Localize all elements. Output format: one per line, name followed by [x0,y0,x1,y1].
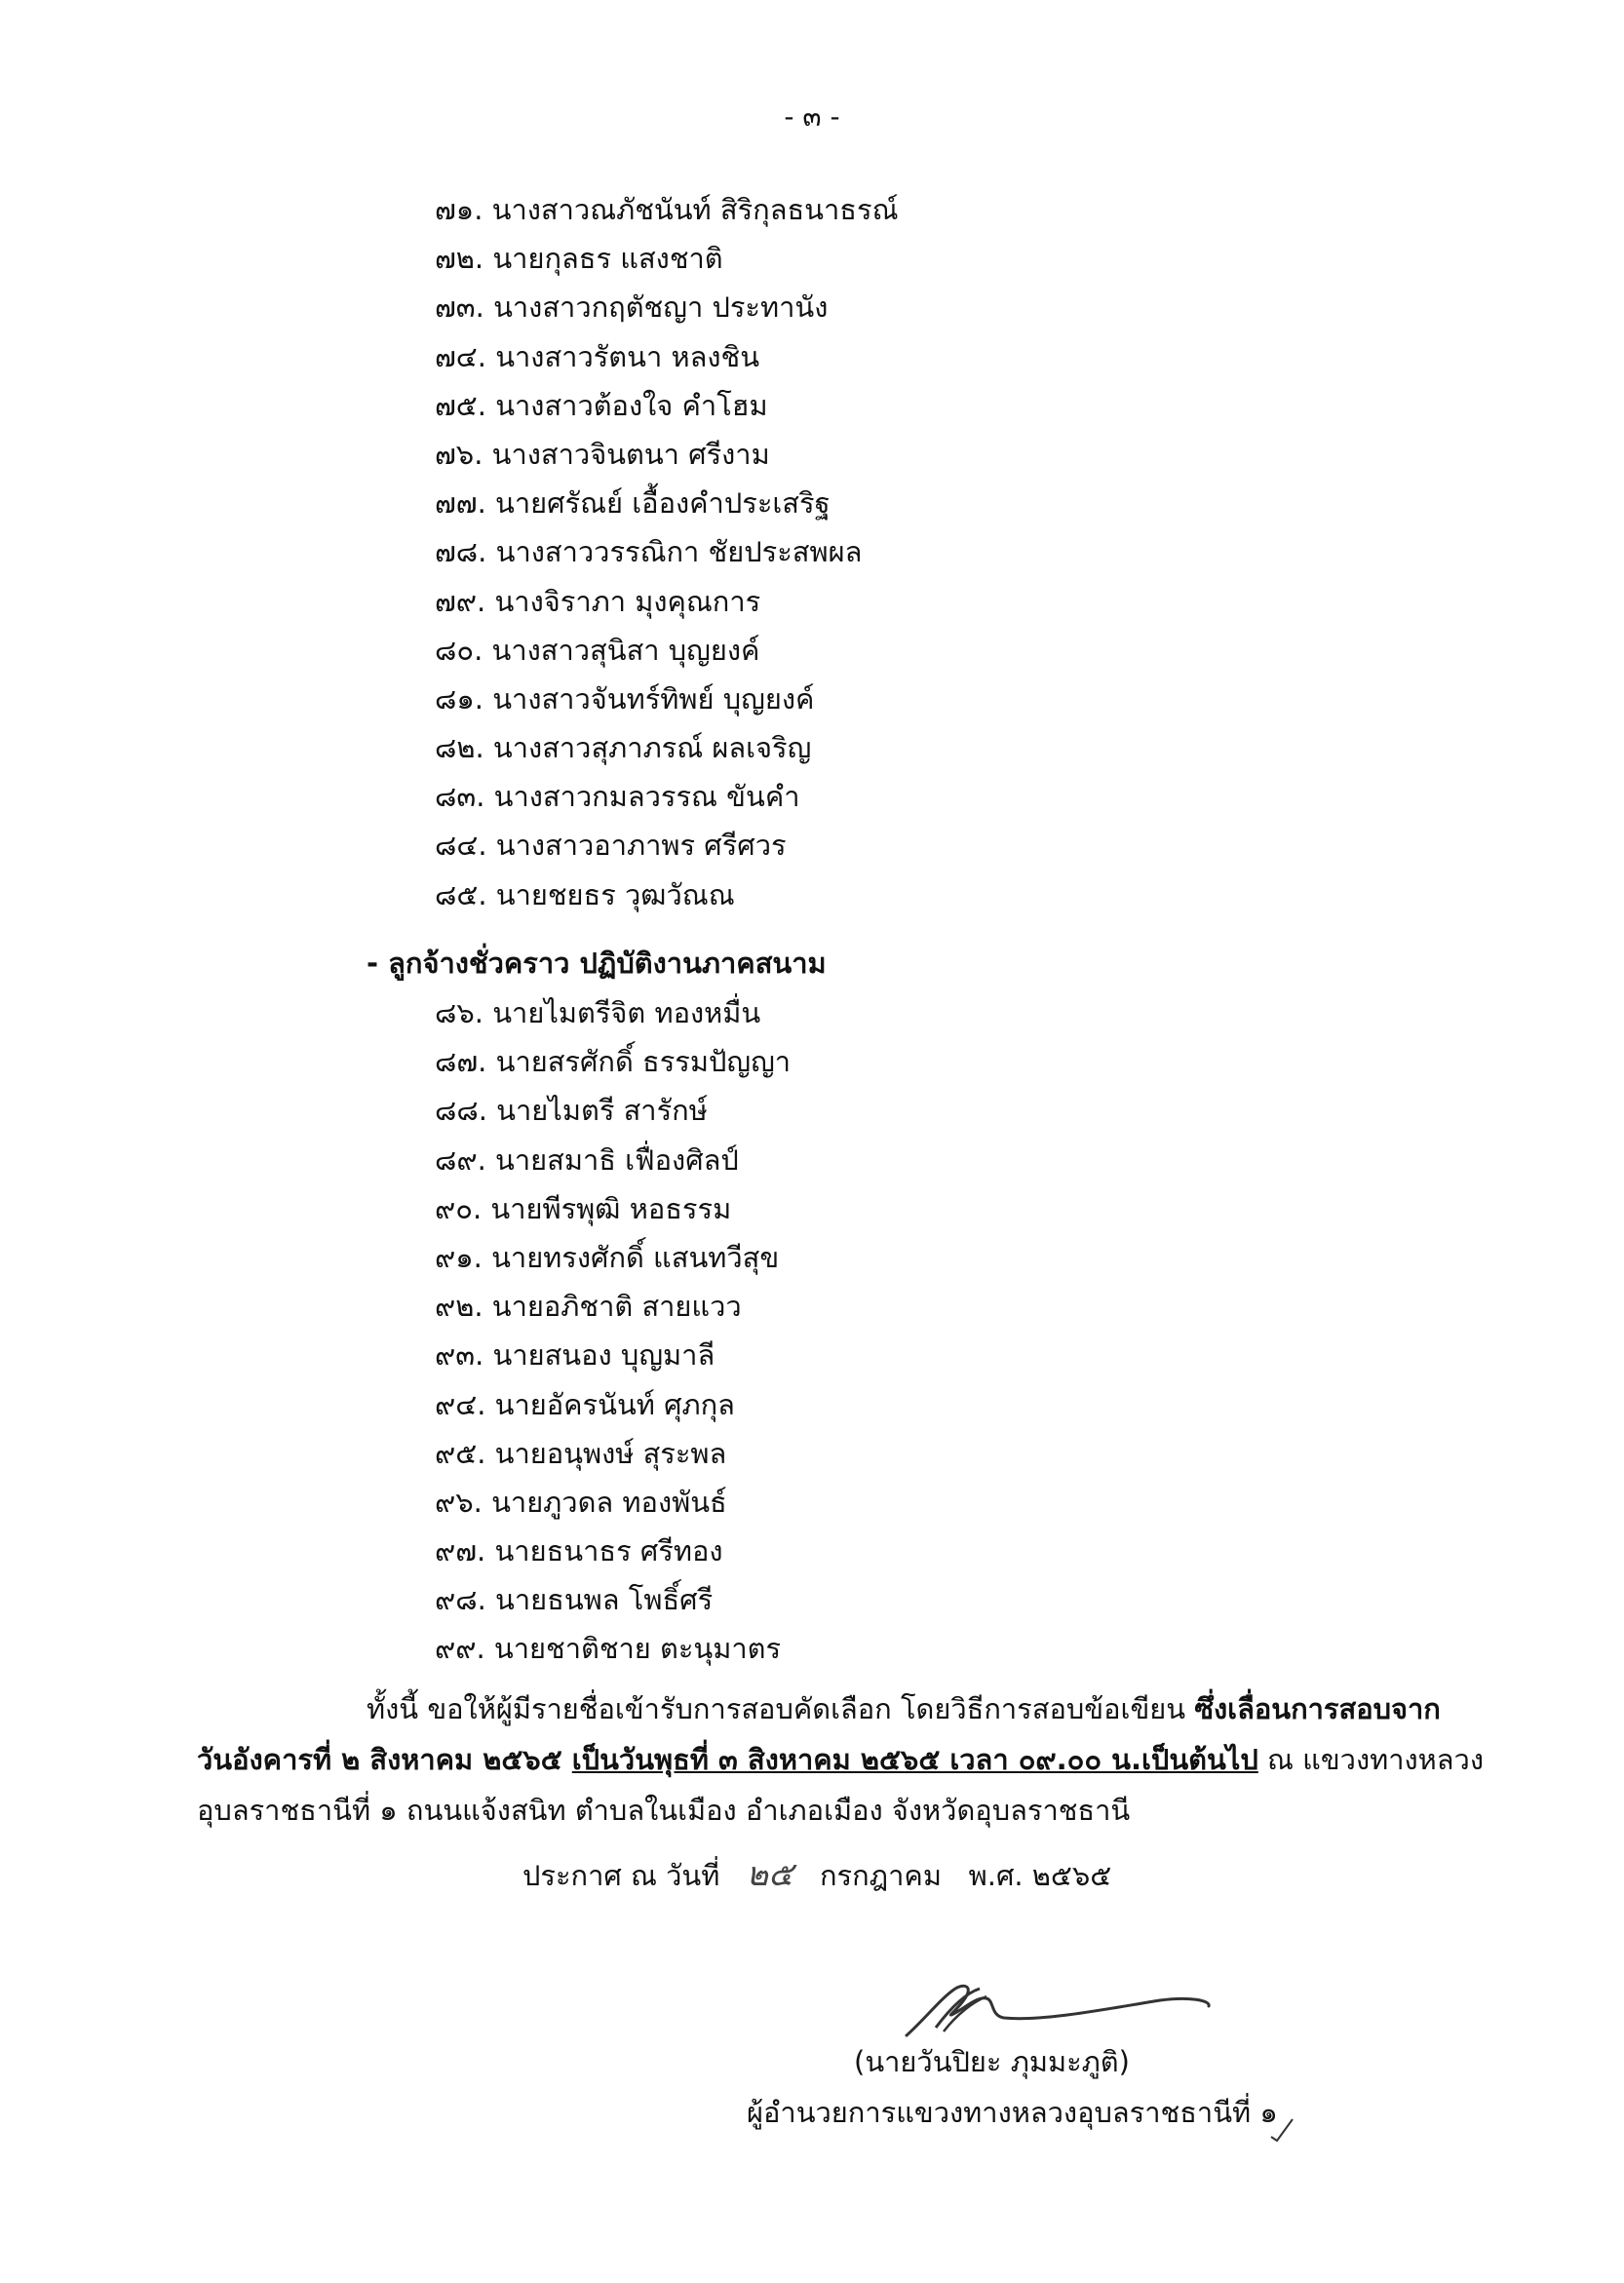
staff-list-part-2 [435,988,791,1674]
announcement-prefix: ประกาศ ณ วันที่ [522,1859,720,1892]
staff-list-part-1 [435,185,898,919]
signatory-title: ผู้อำนวยการแขวงทางหลวงอุบลราชธานีที่ ๑ [747,2096,1278,2129]
list-item: ๙๗. นายธนาธร ศรีทอง [435,1534,723,1568]
list-item: ๘๘. นายไมตรี สารักษ์ [435,1094,708,1128]
list-item: ๘๐. นางสาวสุนิสา บุญยงค์ [435,633,760,667]
list-item: ๘๑. นางสาวจันทร์ทิพย์ บุญยงค์ [435,681,815,716]
list-item: ๗๘. นางสาววรรณิกา ชัยประสพผล [435,535,863,569]
announcement-year: พ.ศ. ๒๕๖๕ [968,1859,1112,1892]
list-item: ๘๔. นางสาวอาภาพร ศรีศวร [435,829,787,863]
list-item: ๙๔. นายอัครนันท์ ศุภกุล [435,1387,735,1421]
notice-emphasis: วันอังคารที่ ๒ สิงหาคม ๒๕๖๕ [197,1743,572,1776]
notice-new-date: เป็นวันพุธที่ ๓ สิงหาคม ๒๕๖๕ เวลา ๐๙.๐๐ น.เป็นต้นไป [571,1743,1258,1776]
list-item: ๙๑. นายทรงศักดิ์ แสนทวีสุข [435,1240,780,1274]
notice-emphasis: ซึ่งเลื่อนการสอบจาก [1194,1692,1441,1725]
check-mark-icon [1267,2113,1296,2143]
list-item: ๘๕. นายชยธร วุฒวัณณ [435,877,735,911]
list-item: ๗๑. นางสาวณภัชนันท์ สิริกุลธนาธรณ์ [435,193,899,226]
exam-notice-line-2 [197,1735,1484,1784]
list-item: ๙๕. นายอนุพงษ์ สุระพล [435,1436,727,1470]
announcement-month: กรกฎาคม [819,1859,942,1892]
list-item: ๘๓. นางสาวกมลวรรณ ขันคำ [435,780,800,814]
list-item: ๘๒. นางสาวสุภาภรณ์ ผลเจริญ [435,731,812,765]
list-item: ๙๙. นายชาติชาย ตะนุมาตร [435,1632,782,1666]
list-item: ๗๓. นางสาวกฤตัชญา ประทานัง [435,290,829,325]
list-item: ๗๒. นายกุลธร แสงชาติ [435,242,723,276]
list-item: ๗๗. นายศรัณย์ เอื้องคำประเสริฐ [435,486,831,521]
handwritten-day: ๒๕ [746,1855,793,1894]
list-item: ๙๓. นายสนอง บุญมาลี [435,1338,715,1373]
list-item: ๘๗. นายสรศักดิ์ ธรรมปัญญา [435,1045,792,1079]
list-item: ๗๔. นางสาวรัตนา หลงชิน [435,339,760,373]
list-item: ๙๘. นายธนพล โพธิ์ศรี [435,1583,714,1617]
list-item: ๘๙. นายสมาธิ เฟื่องศิลป์ [435,1142,739,1177]
list-item: ๗๙. นางจิราภา มุงคุณการ [435,584,761,618]
exam-notice-line-3: อุบลราชธานีที่ ๑ ถนนแจ้งสนิท ตำบลในเมือง อำเภอเมือง จังหวัดอุบลราชธานี [197,1794,1131,1827]
signature-image [897,1959,1218,2047]
notice-text: ทั้งนี้ ขอให้ผู้มีรายชื่อเข้ารับการสอบคัดเลือก โดยวิธีการสอบข้อเขียน [367,1692,1195,1725]
page-number: - ๓ - [784,100,840,133]
list-item: ๗๕. นางสาวต้องใจ คำโฮม [435,388,768,422]
section-heading-temporary-field-staff: - ลูกจ้างชั่วคราว ปฏิบัติงานภาคสนาม [367,947,827,980]
list-item: ๘๖. นายไมตรีจิต ทองหมื่น [435,996,761,1029]
list-item: ๙๐. นายพีรพุฒิ หอธรรม [435,1191,732,1225]
exam-notice-line-1 [367,1684,1441,1733]
signatory-name: (นายวันปิยะ ภุมมะภูติ) [854,2045,1130,2078]
notice-text: ณ แขวงทางหลวง [1257,1743,1484,1776]
list-item: ๙๒. นายอภิชาติ สายแวว [435,1290,742,1324]
list-item: ๗๖. นางสาวจินตนา ศรีงาม [435,437,770,471]
announcement-date [522,1850,1111,1900]
list-item: ๙๖. นายภูวดล ทองพันธ์ [435,1485,727,1519]
